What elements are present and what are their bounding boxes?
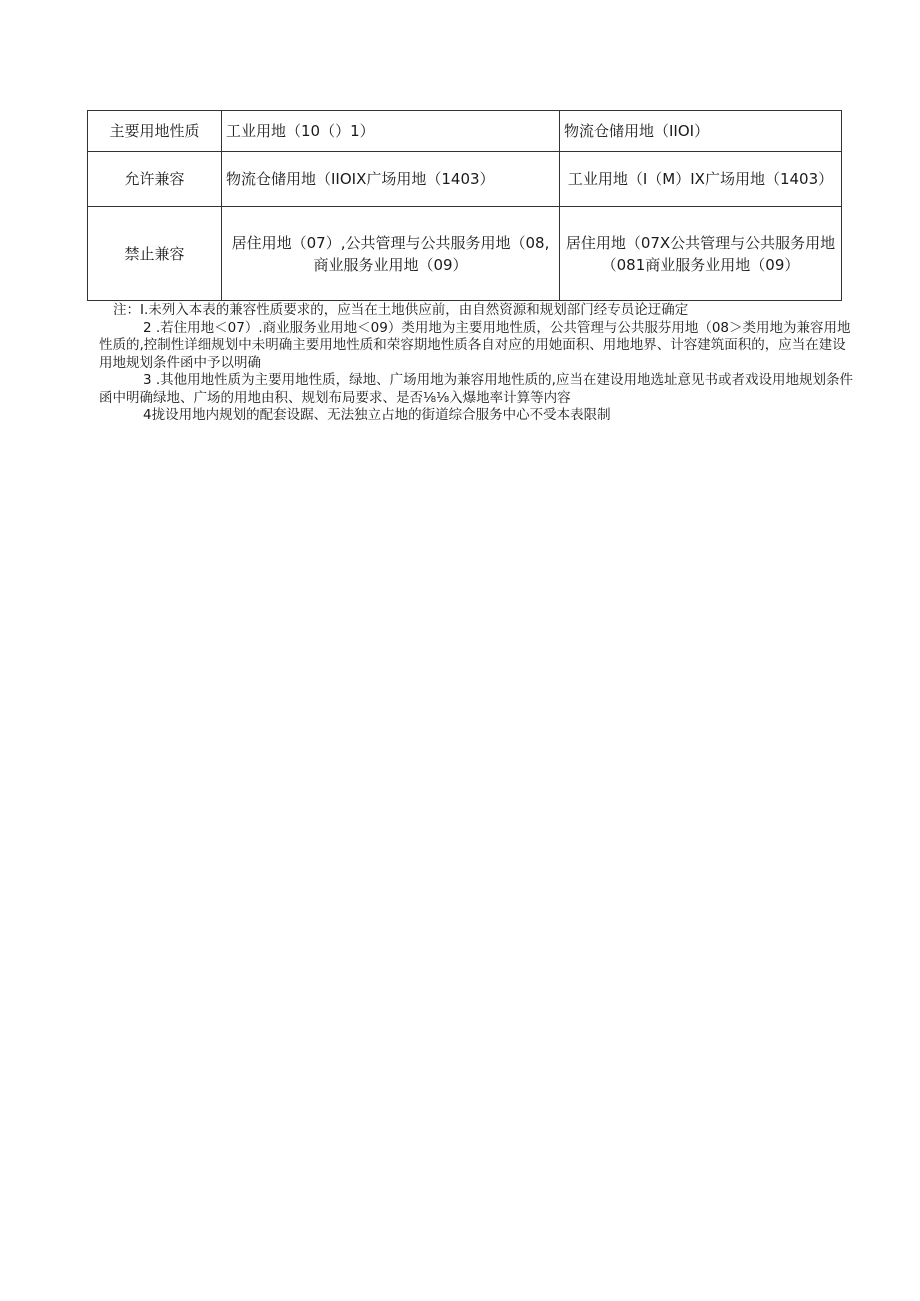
note-3: 3 .其他用地性质为主要用地性质，绿地、广场用地为兼容用地性质的,应当在建设用地选址意见书或者戏设用地规划条件函中明确绿地、广场的用地由积、规划布局要求、是否⅛⅛入爆地率计算等内容 — [99, 372, 853, 406]
cell-allowed-col2: 物流仓储用地（IIOIX广场用地（1403） — [222, 152, 560, 207]
cell-forbidden-col3: 居住用地（07X公共管理与公共服务用地（081商业服务业用地（09） — [560, 207, 842, 301]
table-row — [88, 152, 842, 207]
table-notes — [99, 302, 858, 425]
row-label-forbidden: 禁止兼容 — [88, 207, 222, 301]
row-label-primary-use: 主要用地性质 — [88, 111, 222, 152]
row-label-allowed: 允许兼容 — [88, 152, 222, 207]
cell-forbidden-col2: 居住用地（07）,公共管理与公共服务用地（08,商业服务业用地（09） — [222, 207, 560, 301]
table-row — [88, 207, 842, 301]
cell-allowed-col3: 工业用地（I（M）IX广场用地（1403） — [560, 152, 842, 207]
table-row — [88, 111, 842, 152]
cell-primary-use-col2: 工业用地（10（）1） — [222, 111, 560, 152]
note-4: 4拢设用地内规划的配套设踞、无法独立占地的街道综合服务中心不受本表限制 — [143, 407, 611, 423]
note-2: 2 .若住用地＜07）.商业服务业用地＜09）类用地为主要用地性质，公共管理与公共服芬用地（08＞类用地为兼容用地性质的,控制性详细规划中未明确主要用地性质和荣容期地性质各自对应的用她面积、用地地界、计容建筑面积的，应当在建设用地规划条件函中予以明确 — [99, 319, 851, 371]
land-use-compatibility-table — [87, 110, 842, 301]
note-1: 注：I.未列入本表的兼容性质要求的，应当在土地供应前，由自然资源和规划部门经专员论迂确定 — [113, 302, 689, 318]
cell-primary-use-col3: 物流仓储用地（IIOI） — [560, 111, 842, 152]
